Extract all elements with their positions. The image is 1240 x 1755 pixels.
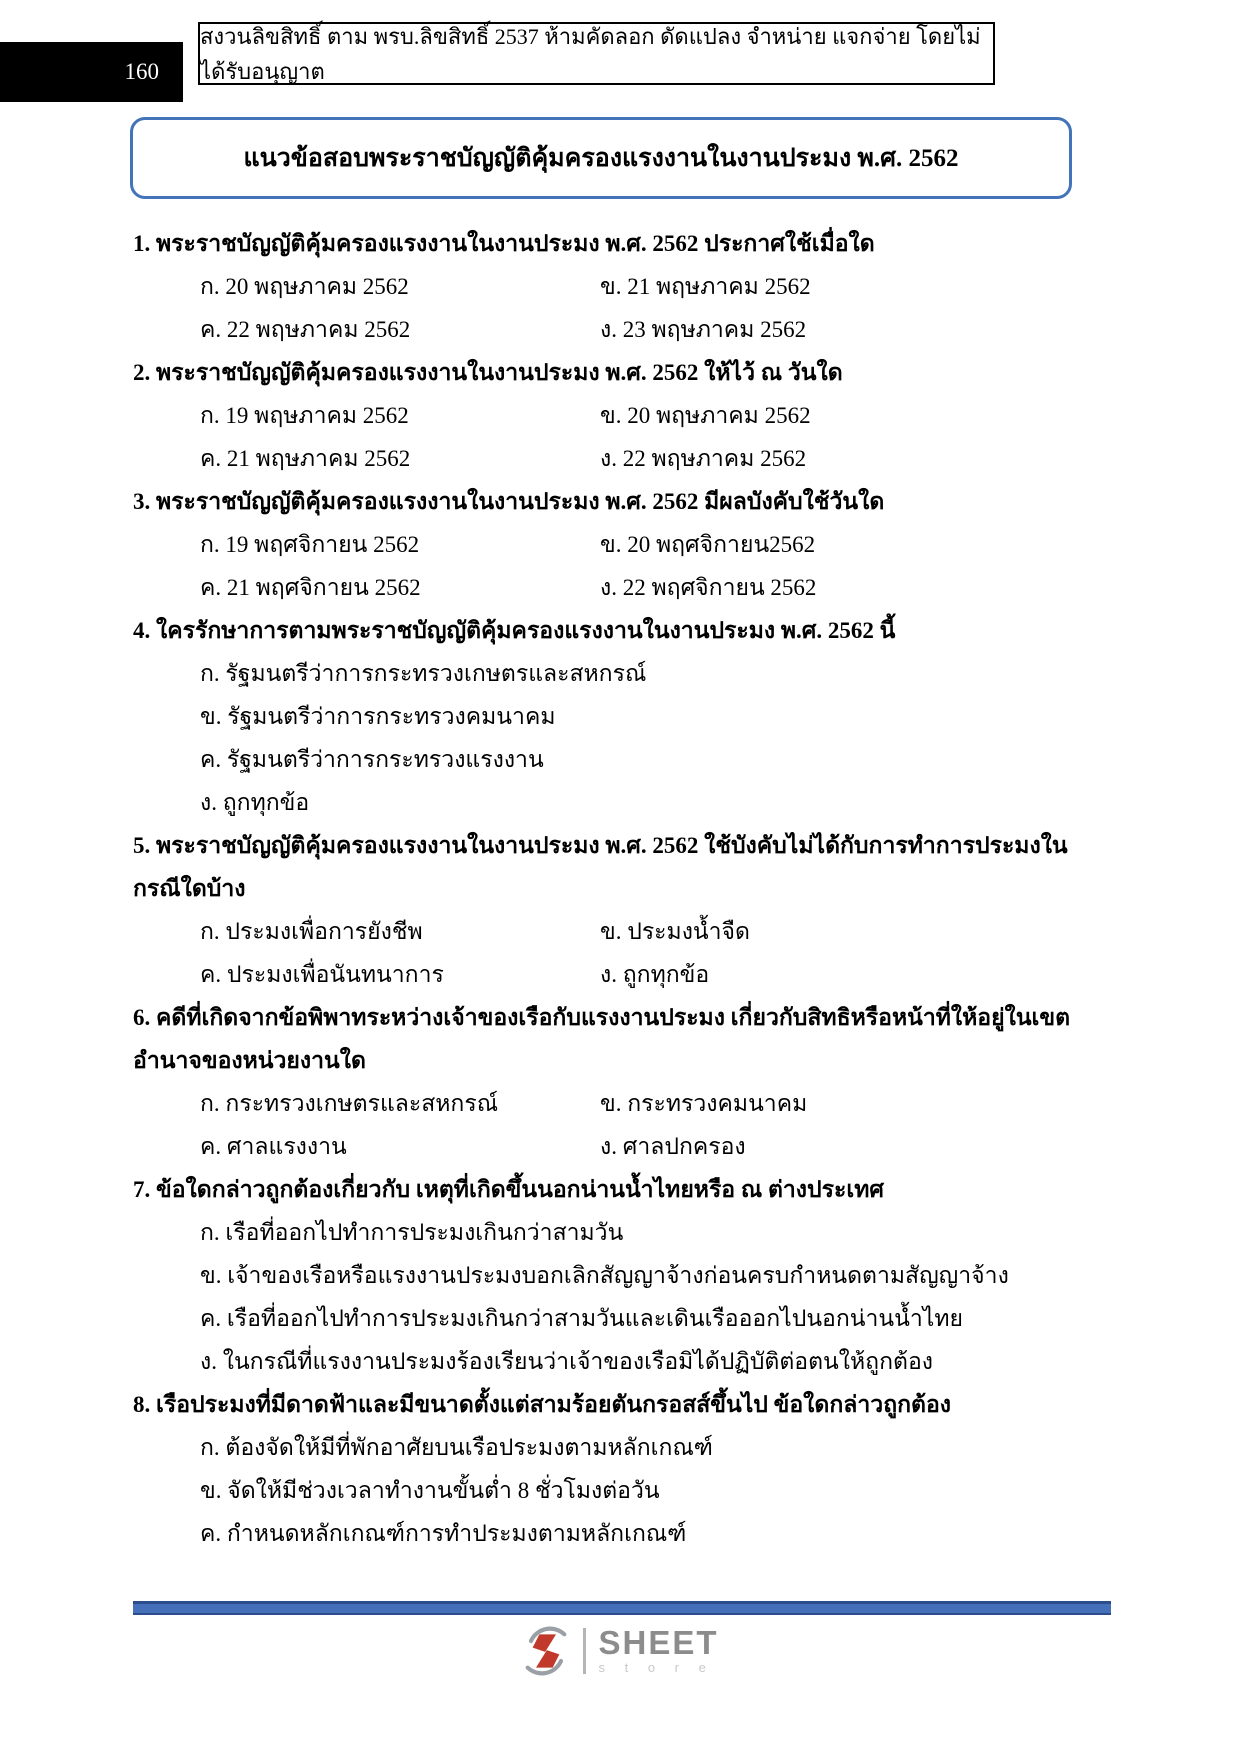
question-4-heading-line-1: 4. ใครรักษาการตามพระราชบัญญัติคุ้มครองแรงงานในงานประมง พ.ศ. 2562 นี้ bbox=[133, 618, 896, 643]
question-4-options-row-1 bbox=[133, 652, 1118, 695]
question-4-option-ข: ข. รัฐมนตรีว่าการกระทรวงคมนาคม bbox=[200, 704, 556, 729]
question-5-options-row-2 bbox=[133, 953, 1118, 996]
copyright-notice: สงวนลิขสิทธิ์ ตาม พรบ.ลิขสิทธิ์ 2537 ห้ามคัดลอก ดัดแปลง จำหน่าย แจกจ่าย โดยไม่ได้รับอนุญาต bbox=[200, 23, 981, 84]
footer-logo bbox=[0, 1626, 1240, 1676]
question-2-option-ง: ง. 22 พฤษภาคม 2562 bbox=[600, 446, 807, 471]
question-1-options-row-2 bbox=[133, 308, 1118, 351]
page-title: แนวข้อสอบพระราชบัญญัติคุ้มครองแรงงานในงานประมง พ.ศ. 2562 bbox=[243, 145, 959, 172]
question-7-option-ก: ก. เรือที่ออกไปทำการประมงเกินกว่าสามวัน bbox=[200, 1220, 624, 1245]
question-6-options-row-1 bbox=[133, 1082, 1118, 1125]
question-1-option-ค: ค. 22 พฤษภาคม 2562 bbox=[200, 317, 411, 342]
question-2-option-ข: ข. 20 พฤษภาคม 2562 bbox=[600, 403, 811, 428]
question-1-options-row-1 bbox=[133, 265, 1118, 308]
question-1-option-ง: ง. 23 พฤษภาคม 2562 bbox=[600, 317, 807, 342]
question-6-option-ค: ค. ศาลแรงงาน bbox=[200, 1134, 347, 1159]
footer-divider-bar bbox=[133, 1601, 1111, 1615]
logo-subtitle: s t o r e bbox=[598, 1660, 714, 1675]
question-6-option-ง: ง. ศาลปกครอง bbox=[600, 1134, 746, 1159]
questions-list bbox=[133, 222, 1118, 1555]
logo-title: SHEET bbox=[598, 1624, 719, 1661]
question-2-options-row-1 bbox=[133, 394, 1118, 437]
question-1-heading-line-1: 1. พระราชบัญญัติคุ้มครองแรงงานในงานประมง พ.ศ. 2562 ประกาศใช้เมื่อใด bbox=[133, 231, 875, 256]
question-5-option-ข: ข. ประมงน้ำจืด bbox=[600, 919, 750, 944]
question-8-option-ค: ค. กำหนดหลักเกณฑ์การทำประมงตามหลักเกณฑ์ bbox=[200, 1521, 687, 1546]
question-6-heading-line-1: 6. คดีที่เกิดจากข้อพิพาทระหว่างเจ้าของเรือกับแรงงานประมง เกี่ยวกับสิทธิหรือหน้าที่ให้อยู่ในเขต bbox=[133, 1005, 1071, 1030]
question-3-heading-line-1: 3. พระราชบัญญัติคุ้มครองแรงงานในงานประมง พ.ศ. 2562 มีผลบังคับใช้วันใด bbox=[133, 489, 885, 514]
question-3-options-row-2 bbox=[133, 566, 1118, 609]
question-6-option-ข: ข. กระทรวงคมนาคม bbox=[600, 1091, 808, 1116]
sheet-store-logo-icon bbox=[521, 1626, 571, 1676]
question-7-options-row-4 bbox=[133, 1340, 1118, 1383]
question-8-options-row-1 bbox=[133, 1426, 1118, 1469]
question-5-heading-line-1: 5. พระราชบัญญัติคุ้มครองแรงงานในงานประมง พ.ศ. 2562 ใช้บังคับไม่ได้กับการทำการประมงใน bbox=[133, 833, 1068, 858]
page-number-box bbox=[0, 42, 183, 102]
question-8-options-row-2 bbox=[133, 1469, 1118, 1512]
question-7-heading-line-1: 7. ข้อใดกล่าวถูกต้องเกี่ยวกับ เหตุที่เกิดขึ้นนอกน่านน้ำไทยหรือ ณ ต่างประเทศ bbox=[133, 1177, 884, 1202]
page-number: 160 bbox=[124, 59, 159, 84]
question-5-heading-line-2: กรณีใดบ้าง bbox=[133, 876, 246, 901]
logo-divider bbox=[583, 1628, 586, 1674]
question-7-option-ค: ค. เรือที่ออกไปทำการประมงเกินกว่าสามวันและเดินเรือออกไปนอกน่านน้ำไทย bbox=[200, 1306, 963, 1331]
question-7-option-ง: ง. ในกรณีที่แรงงานประมงร้องเรียนว่าเจ้าของเรือมิได้ปฏิบัติต่อตนให้ถูกต้อง bbox=[200, 1349, 934, 1374]
copyright-box bbox=[198, 22, 995, 85]
question-1-option-ก: ก. 20 พฤษภาคม 2562 bbox=[200, 274, 409, 299]
question-7-options-row-1 bbox=[133, 1211, 1118, 1254]
question-4-options-row-4 bbox=[133, 781, 1118, 824]
question-5-option-ก: ก. ประมงเพื่อการยังชีพ bbox=[200, 919, 423, 944]
question-6-options-row-2 bbox=[133, 1125, 1118, 1168]
question-6-option-ก: ก. กระทรวงเกษตรและสหกรณ์ bbox=[200, 1091, 499, 1116]
question-4-option-ค: ค. รัฐมนตรีว่าการกระทรวงแรงงาน bbox=[200, 747, 544, 772]
question-8-heading-line-1: 8. เรือประมงที่มีดาดฟ้าและมีขนาดตั้งแต่สามร้อยตันกรอสส์ขึ้นไป ข้อใดกล่าวถูกต้อง bbox=[133, 1392, 952, 1417]
question-2-option-ก: ก. 19 พฤษภาคม 2562 bbox=[200, 403, 409, 428]
question-5-options-row-1 bbox=[133, 910, 1118, 953]
question-3-option-ง: ง. 22 พฤศจิกายน 2562 bbox=[600, 575, 817, 600]
question-7-option-ข: ข. เจ้าของเรือหรือแรงงานประมงบอกเลิกสัญญาจ้างก่อนครบกำหนดตามสัญญาจ้าง bbox=[200, 1263, 1009, 1288]
question-5-option-ค: ค. ประมงเพื่อนันทนาการ bbox=[200, 962, 444, 987]
title-box bbox=[130, 117, 1072, 199]
question-3-option-ค: ค. 21 พฤศจิกายน 2562 bbox=[200, 575, 421, 600]
question-2-heading-line-1: 2. พระราชบัญญัติคุ้มครองแรงงานในงานประมง พ.ศ. 2562 ให้ไว้ ณ วันใด bbox=[133, 360, 843, 385]
question-7-options-row-3 bbox=[133, 1297, 1118, 1340]
question-6-heading-line-2: อำนาจของหน่วยงานใด bbox=[133, 1048, 366, 1073]
question-1-option-ข: ข. 21 พฤษภาคม 2562 bbox=[600, 274, 811, 299]
question-3-option-ก: ก. 19 พฤศจิกายน 2562 bbox=[200, 532, 420, 557]
question-7-options-row-2 bbox=[133, 1254, 1118, 1297]
question-2-option-ค: ค. 21 พฤษภาคม 2562 bbox=[200, 446, 411, 471]
question-8-option-ข: ข. จัดให้มีช่วงเวลาทำงานขั้นต่ำ 8 ชั่วโมงต่อวัน bbox=[200, 1478, 660, 1503]
logo-text-block bbox=[598, 1624, 719, 1675]
question-4-options-row-2 bbox=[133, 695, 1118, 738]
question-4-options-row-3 bbox=[133, 738, 1118, 781]
question-3-option-ข: ข. 20 พฤศจิกายน2562 bbox=[600, 532, 816, 557]
question-4-option-ง: ง. ถูกทุกข้อ bbox=[200, 790, 310, 815]
question-4-option-ก: ก. รัฐมนตรีว่าการกระทรวงเกษตรและสหกรณ์ bbox=[200, 661, 647, 686]
question-8-option-ก: ก. ต้องจัดให้มีที่พักอาศัยบนเรือประมงตามหลักเกณฑ์ bbox=[200, 1435, 713, 1460]
question-2-options-row-2 bbox=[133, 437, 1118, 480]
question-8-options-row-3 bbox=[133, 1512, 1118, 1555]
question-5-option-ง: ง. ถูกทุกข้อ bbox=[600, 962, 710, 987]
question-3-options-row-1 bbox=[133, 523, 1118, 566]
